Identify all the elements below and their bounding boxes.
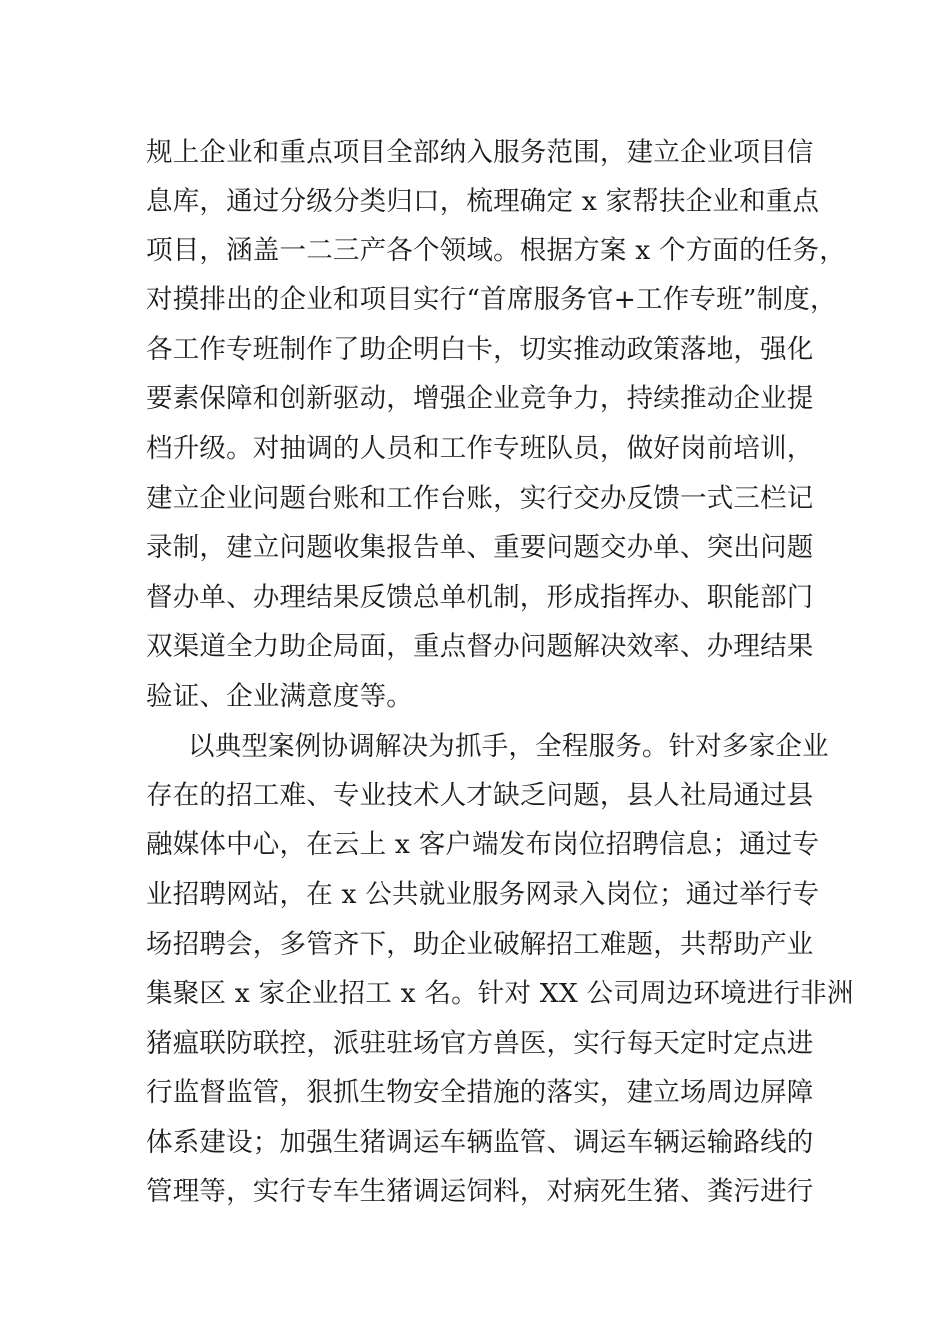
paragraph-2-line-2: 存在的招工难、专业技术人才缺乏问题，县人社局通过县: [146, 780, 814, 811]
paragraph-2-line-9: 体系建设；加强生猪调运车辆监管、调运车辆运输路线的: [146, 1127, 814, 1158]
paragraph-2-line-1: 以典型案例协调解决为抓手，全程服务。针对多家企业: [188, 731, 829, 762]
paragraph-1-line-2: 息库，通过分级分类归口，梳理确定 x 家帮扶企业和重点: [146, 186, 820, 217]
paragraph-2-line-5: 场招聘会，多管齐下，助企业破解招工难题，共帮助产业: [146, 929, 814, 960]
paragraph-1-line-11: 双渠道全力助企局面，重点督办问题解决效率、办理结果: [146, 631, 814, 662]
paragraph-1-line-5: 各工作专班制作了助企明白卡，切实推动政策落地，强化: [146, 334, 814, 365]
paragraph-2-line-8: 行监督监管，狠抓生物安全措施的落实，建立场周边屏障: [146, 1077, 814, 1108]
paragraph-2-line-10: 管理等，实行专车生猪调运饲料，对病死生猪、粪污进行: [146, 1176, 814, 1207]
paragraph-2-line-6: 集聚区 x 家企业招工 x 名。针对 XX 公司周边环境进行非洲: [146, 978, 854, 1009]
paragraph-1-line-1: 规上企业和重点项目全部纳入服务范围，建立企业项目信: [146, 137, 814, 168]
paragraph-1-line-8: 建立企业问题台账和工作台账，实行交办反馈一式三栏记: [146, 483, 814, 514]
paragraph-2-line-7: 猪瘟联防联控，派驻驻场官方兽医，实行每天定时定点进: [146, 1028, 814, 1059]
paragraph-1-line-9: 录制，建立问题收集报告单、重要问题交办单、突出问题: [146, 532, 814, 563]
paragraph-1-line-3: 项目，涵盖一二三产各个领域。根据方案 x 个方面的任务，: [146, 235, 846, 266]
paragraph-1-line-4: 对摸排出的企业和项目实行“首席服务官+工作专班”制度，: [146, 284, 837, 315]
paragraph-1-line-6: 要素保障和创新驱动，增强企业竞争力，持续推动企业提: [146, 383, 814, 414]
paragraph-2-line-4: 业招聘网站，在 x 公共就业服务网录入岗位；通过举行专: [146, 879, 820, 910]
paragraph-2-line-3: 融媒体中心，在云上 x 客户端发布岗位招聘信息；通过专: [146, 829, 820, 860]
paragraph-1-line-10: 督办单、办理结果反馈总单机制，形成指挥办、职能部门: [146, 582, 814, 613]
paragraph-1-line-7: 档升级。对抽调的人员和工作专班队员，做好岗前培训，: [146, 433, 814, 464]
paragraph-1-line-12: 验证、企业满意度等。: [146, 681, 413, 712]
